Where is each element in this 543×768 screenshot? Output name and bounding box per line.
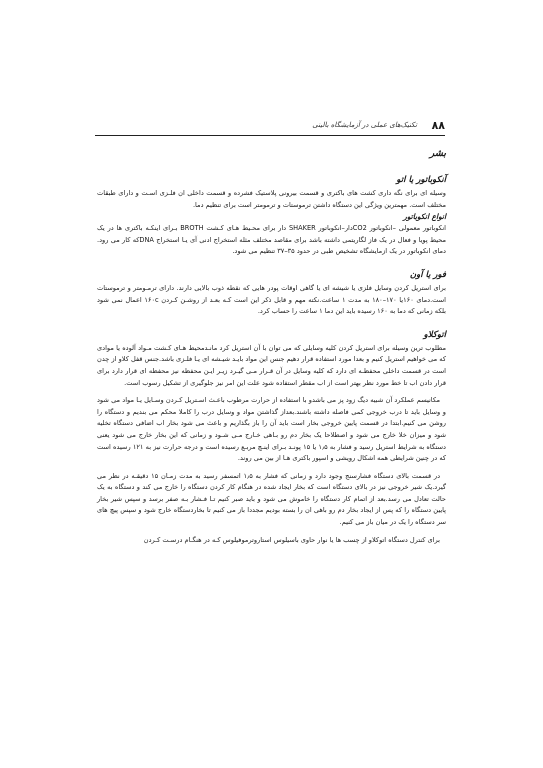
oven-heading: فور یا آون [409, 269, 446, 280]
autoclave-paragraph-1: مطلوب ترین وسیله برای استریل کردن کلیه وسایلی که می توان با آن استریل کرد مانـدمحیط هـای کـشت مـواد آلوده یا موادی که می خواهیم استریل کنیم و بعدا مورد استفاده قرار دهیم جنس این مواد بایـد شیـشه ای یـا فلـزی باشد.جنس قفل کلاو از چدن است در قسمت داخلی محفظـه ای دارد که کلیه وسایل در آن قـرار مـی گیـرد زیـر ایـن محفظه نیز محفظه ای قرار دارد برای قرار دادن اب تا خط مورد نظر بهتر است از اب مقطر استفاده شود علت این امر نیز جلوگیری از تشکیل رسوب است. [97, 343, 446, 387]
incubator-heading: آنکوباتور یا اتو [396, 175, 446, 185]
autoclave-paragraph-3: در قسمت بالای دستگاه فشارسنج وجود دارد و زمانی که فشار به ۱٫۵ اتمسفر رسید به مدت زمـان ۱۵ دقیقـه در نظر می گیرد.یک شیر خروجی نیز در بالای دستگاه است که بخار ایجاد شده در هنگام کار کردن دستگاه را خارج می کند و دستگاه به یک حالت تعادل می رسد.بعد از اتمام کار دستگاه را خاموش می شود و باید صبر کنیم تـا فـشار بـه صفر برسد و سپس شیر بخار پایین دستگاه را که پس از ایجاد بخار دم رو باهی ان را بسته بودیم مجددا باز می کنیم تا بخاردستگاه خارج شود و سپس پیچ های سر دستگاه را یک در میان باز می کنیم. [97, 471, 446, 527]
oven-paragraph: برای استریل کردن وسایل فلزی یا شیشه ای یا گاهی اوقات پودر هایی که نقطه ذوب بالایی دارند. دارای ترمـومتر و ترموستات است.دمای ۱۶۰یا ۱۷۰–۱۸۰ به مدت ۱ ساعت.نکته مهم و قابل ذکر این است کـه بعـد از روشـن کـردن ۱۶۰c اعمال نمی شود بلکه زمانی که دما به ۱۶۰ رسیده باید این دما ۱ ساعت را حساب کرد. [97, 283, 446, 316]
incubator-types-paragraph: انکوباتور معمولی –انکوباتور CO2دار–انکوباتور SHAKER دار برای محـیط هـای کـشت BROTH بـرای اینکـه باکتری ها در یک محیط پویا و فعال در یک فاز لگاریتمی داشته باشد برای مقاصد مختلف مثله استخراج ادنی آی یـا استخراج DNAکه کار می رود. دمای انکوباتور در یک ازمایشگاه تشخیص طبی در حدود ۳۵–۳۷ تنظیم می شود. [97, 224, 446, 256]
page-content [97, 148, 446, 558]
incubator-types-heading: انواع انکوباتور [403, 212, 446, 222]
autoclave-paragraph-4: برای کنترل دستگاه اتوکلاو از چسب ها یا نوار حاوی باسیلوس استاروترموفیلوس کـه در هنگـام درسـت کـردن [143, 535, 440, 544]
autoclave-section [97, 330, 446, 547]
oven-section [97, 270, 446, 318]
chapter-title: بشر [429, 148, 446, 159]
autoclave-heading: اتوکلاو [423, 329, 446, 340]
page-header [95, 119, 445, 136]
incubator-paragraph: وسیله ای برای نگه داری کشت های باکتری و قسمت بیرونی پلاستیک فشرده و قسمت داخلی ان فلـزی اسـت و دارای طبقات مختلف است. مهمترین ویژگی این دستگاه داشتن ترموستات و ترمومتر است برای تنظیم دما. [97, 189, 446, 209]
autoclave-paragraph-2: مکانیسم عملکرد آن شبیه دیگ زود پز می باشدو با استفاده از حرارت مرطوب باعـث اسـتریل کـردن وسـایل یـا مواد می شود و وسایل باید تا درب خروجی کمی فاصله داشته باشند.بعداز گذاشتن مواد و وسایل درب را کاملا محکم می بندیم و دستگاه را روشن می کنیم.ابتدا در قسمت پایین خروجی بخار است باید آن را باز بگذاریم و باعث می شود بخار اب اضافی دستگاه تخلیه شود و میزان خلا خارج می شود و اصطلاحا یک بخار دم رو بـاهی خـارج مـی شـود و زمانی که این بخار خارج می شود یعنی دستگاه به شرایط استریل رسید و فشار به ۱٫۵ یا ۱۵ پونـد بـرای اینـچ مربـع رسیده است و درجه حرارت نیز به ۱۲۱ رسیده است که در چنین شرایطی همه اشکال رویشی و اسپور باکتری هـا از بین می روند. [97, 396, 446, 463]
incubator-section [97, 175, 446, 258]
running-title: تکنیک‌های عملی در آزمایشگاه بالینی [312, 121, 417, 129]
page-number: ۸۸ [431, 119, 445, 132]
